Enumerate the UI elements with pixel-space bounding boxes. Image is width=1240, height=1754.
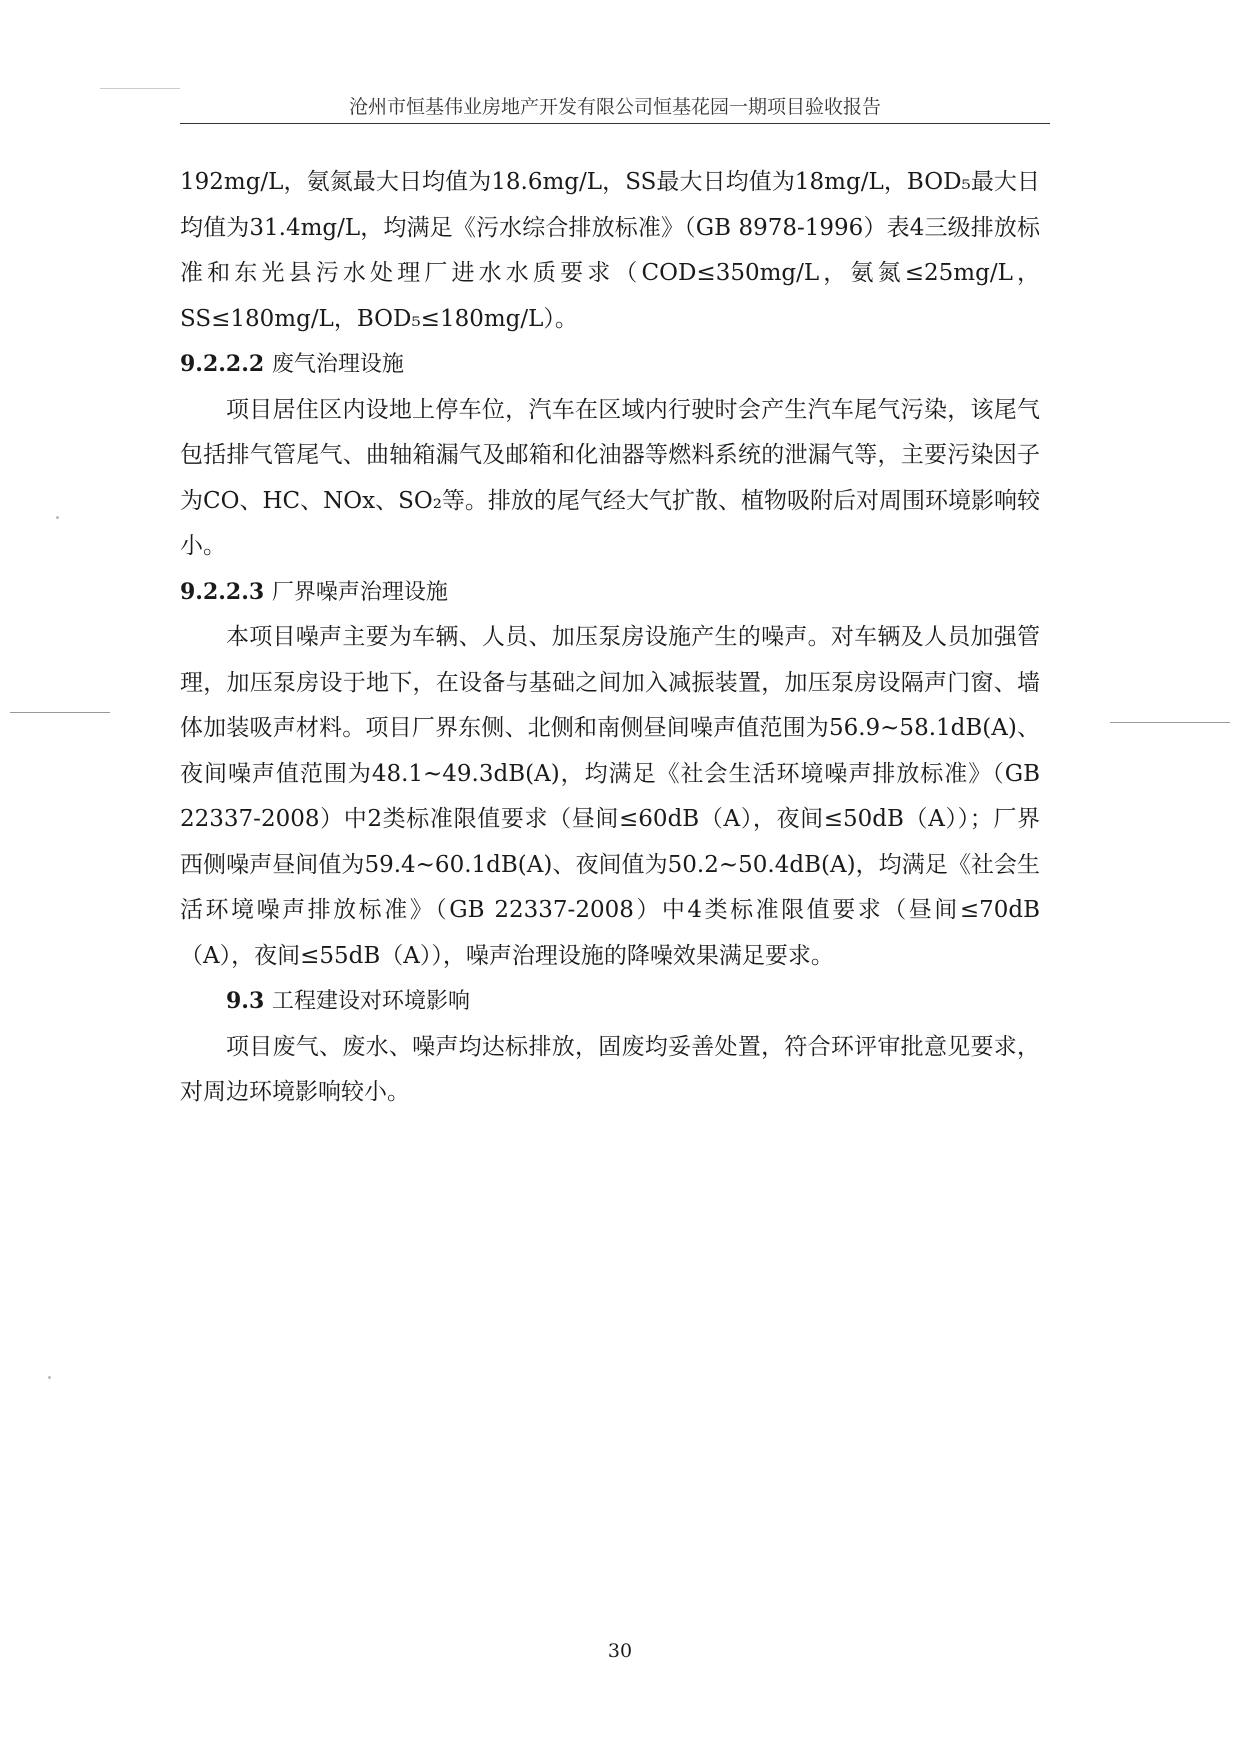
section-heading-waste-gas — [180, 342, 1040, 388]
section-heading-noise — [180, 570, 1040, 616]
section-title: 废气治理设施 — [271, 352, 404, 377]
section-title: 厂界噪声治理设施 — [271, 579, 448, 605]
paragraph-wastewater-continued: 192mg/L，氨氮最大日均值为18.6mg/L，SS最大日均值为18mg/L，BOD₅最大日均值为31.4mg/L，均满足《污水综合排放标准》（GB 8978-1996）表4三级排放标准和东光县污水处理厂进水水质要求（COD≤350mg/L，氨氮≤25mg/L，SS≤180mg/L，BOD₅≤180mg/L）。 — [180, 169, 1040, 332]
document-body — [180, 160, 1040, 1116]
section-title: 工程建设对环境影响 — [271, 989, 470, 1014]
section-number: 9.3 — [226, 988, 265, 1014]
section-number: 9.2.2.2 — [180, 351, 265, 377]
page-number: 30 — [607, 1640, 633, 1662]
paragraph-environmental-impact: 项目废气、废水、噪声均达标排放，固废均妥善处置，符合环评审批意见要求，对周边环境影响较小。 — [180, 1033, 1040, 1105]
paragraph-waste-gas: 项目居住区内设地上停车位，汽车在区域内行驶时会产生汽车尾气污染，该尾气包括排气管尾气、曲轴箱漏气及邮箱和化油器等燃料系统的泄漏气等，主要污染因子为CO、HC、NOx、SO₂等。排放的尾气经大气扩散、植物吸附后对周围环境影响较小。 — [180, 396, 1040, 559]
section-number: 9.2.2.3 — [180, 578, 265, 605]
paragraph-noise: 本项目噪声主要为车辆、人员、加压泵房设施产生的噪声。对车辆及人员加强管理，加压泵房设于地下，在设备与基础之间加入减振装置，加压泵房设隔声门窗、墙体加装吸声材料。项目厂界东侧、北侧和南侧昼间噪声值范围为56.9~58.1dB(A)、夜间噪声值范围为48.1~49.3dB(A)，均满足《社会生活环境噪声排放标准》（GB 22337-2008）中2类标准限值要求（昼间≤60dB（A），夜间≤50dB（A））；厂界西侧噪声昼间值为59.4~60.1dB(A)、夜间值为50.2~50.4dB(A)，均满足《社会生活环境噪声排放标准》（GB 22337-2008）中4类标准限值要求（昼间≤70dB（A），夜间≤55dB（A）），噪声治理设施的降噪效果满足要求。 — [180, 624, 1040, 969]
scan-artifact-dot — [56, 516, 59, 519]
scan-artifact-dot — [48, 1376, 51, 1379]
scan-artifact-line — [1110, 722, 1230, 723]
scan-artifact-line — [100, 88, 180, 89]
scan-artifact-line — [10, 712, 110, 713]
section-heading-environmental-impact — [180, 979, 1040, 1025]
page-header: 沧州市恒基伟业房地产开发有限公司恒基花园一期项目验收报告 — [180, 92, 1050, 124]
